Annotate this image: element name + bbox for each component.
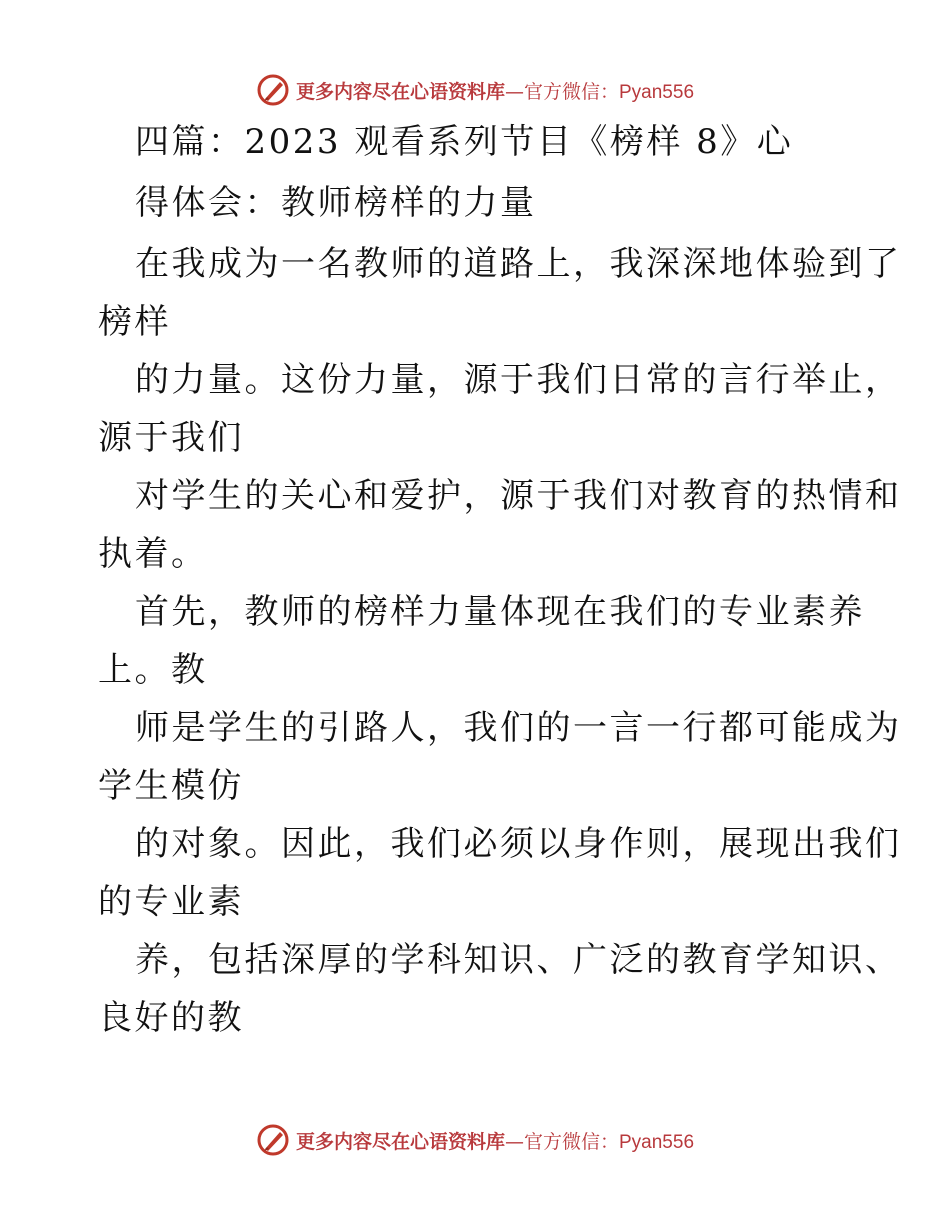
header-banner bbox=[0, 70, 950, 110]
paragraph-line: 上。教 bbox=[98, 650, 208, 690]
banner-wechat-id: Pyan556 bbox=[619, 1131, 695, 1153]
banner-wechat-id: Pyan556 bbox=[619, 81, 695, 103]
footer-banner bbox=[0, 1120, 950, 1160]
title-line-1: 四篇：2023 观看系列节目《榜样 8》心 bbox=[135, 122, 794, 162]
banner-wechat-label: 官方微信： bbox=[523, 1130, 619, 1153]
title-line-2: 得体会：教师榜样的力量 bbox=[135, 183, 537, 223]
banner-dash: — bbox=[504, 1130, 524, 1153]
paragraph-line: 源于我们 bbox=[98, 418, 244, 458]
banner-dash: — bbox=[504, 80, 524, 103]
quill-pen-logo-icon bbox=[256, 1123, 290, 1157]
paragraph-line: 良好的教 bbox=[98, 998, 244, 1038]
banner-main-text: 更多内容尽在心语资料库 bbox=[295, 1130, 505, 1153]
banner-wechat-label: 官方微信： bbox=[523, 80, 619, 103]
paragraph-line: 在我成为一名教师的道路上，我深深地体验到了 bbox=[135, 244, 902, 284]
quill-pen-logo-icon bbox=[256, 73, 290, 107]
paragraph-line: 的专业素 bbox=[98, 882, 244, 922]
paragraph-line: 的对象。因此，我们必须以身作则，展现出我们 bbox=[135, 824, 902, 864]
banner-text bbox=[296, 1127, 694, 1154]
paragraph-line: 执着。 bbox=[98, 534, 208, 574]
paragraph-line: 首先，教师的榜样力量体现在我们的专业素养 bbox=[135, 592, 865, 632]
paragraph-line: 对学生的关心和爱护，源于我们对教育的热情和 bbox=[135, 476, 902, 516]
paragraph-line: 学生模仿 bbox=[98, 766, 244, 806]
paragraph-line: 师是学生的引路人，我们的一言一行都可能成为 bbox=[135, 708, 902, 748]
paragraph-line: 的力量。这份力量，源于我们日常的言行举止， bbox=[135, 360, 902, 400]
paragraph-line: 养，包括深厚的学科知识、广泛的教育学知识、 bbox=[135, 940, 902, 980]
banner-main-text: 更多内容尽在心语资料库 bbox=[295, 80, 505, 103]
banner-text bbox=[296, 77, 694, 104]
paragraph-line: 榜样 bbox=[98, 302, 171, 342]
